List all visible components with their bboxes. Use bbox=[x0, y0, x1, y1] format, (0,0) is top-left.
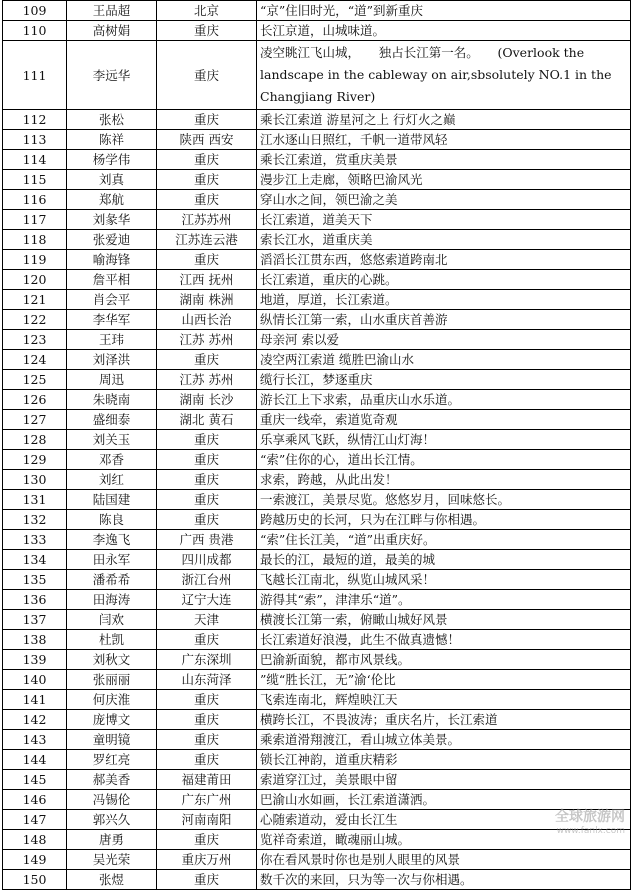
row-name: 喻海锋 bbox=[67, 250, 157, 270]
row-name: 詹平相 bbox=[67, 270, 157, 290]
row-slogan: 游得其“索”，津津乐“道”。 bbox=[257, 590, 631, 610]
row-slogan: “索”住长江美，“道”出重庆好。 bbox=[257, 530, 631, 550]
table-row bbox=[3, 41, 631, 110]
row-number: 121 bbox=[3, 290, 67, 310]
table-row bbox=[3, 270, 631, 290]
row-name: 唐勇 bbox=[67, 830, 157, 850]
row-name: 刘泽洪 bbox=[67, 350, 157, 370]
row-slogan: 漫步江上走廊，领略巴渝风光 bbox=[257, 170, 631, 190]
row-slogan: 心随索道动，爱由长江生 bbox=[257, 810, 631, 830]
table-row bbox=[3, 610, 631, 630]
table-row bbox=[3, 790, 631, 810]
row-place: 江苏 苏州 bbox=[157, 370, 257, 390]
row-place: 河南南阳 bbox=[157, 810, 257, 830]
row-number: 123 bbox=[3, 330, 67, 350]
row-place: 重庆 bbox=[157, 150, 257, 170]
row-place: 北京 bbox=[157, 1, 257, 21]
row-name: 冯锡伦 bbox=[67, 790, 157, 810]
row-place: 重庆 bbox=[157, 41, 257, 110]
row-name: 陆国建 bbox=[67, 490, 157, 510]
table-row bbox=[3, 510, 631, 530]
row-place: 陕西 西安 bbox=[157, 130, 257, 150]
row-number: 122 bbox=[3, 310, 67, 330]
table-row bbox=[3, 21, 631, 41]
row-number: 116 bbox=[3, 190, 67, 210]
row-name: 肖会平 bbox=[67, 290, 157, 310]
row-slogan: 乘长江索道 游星河之上 行灯火之巅 bbox=[257, 110, 631, 130]
table-row bbox=[3, 170, 631, 190]
row-number: 136 bbox=[3, 590, 67, 610]
row-place: 重庆 bbox=[157, 170, 257, 190]
row-number: 135 bbox=[3, 570, 67, 590]
row-number: 114 bbox=[3, 150, 67, 170]
row-name: 张松 bbox=[67, 110, 157, 130]
table-row bbox=[3, 770, 631, 790]
row-place: 山西长治 bbox=[157, 310, 257, 330]
row-number: 131 bbox=[3, 490, 67, 510]
row-place: 重庆 bbox=[157, 490, 257, 510]
row-place: 重庆 bbox=[157, 350, 257, 370]
row-slogan: 长江索道好浪漫，此生不做真遗憾！ bbox=[257, 630, 631, 650]
row-slogan: 穿山水之间，领巴渝之美 bbox=[257, 190, 631, 210]
row-number: 147 bbox=[3, 810, 67, 830]
table-row bbox=[3, 350, 631, 370]
entries-table bbox=[2, 0, 631, 890]
row-number: 148 bbox=[3, 830, 67, 850]
row-number: 132 bbox=[3, 510, 67, 530]
row-name: 陈祥 bbox=[67, 130, 157, 150]
row-place: 广东广州 bbox=[157, 790, 257, 810]
row-slogan: 游长江上下求索，品重庆山水乐道。 bbox=[257, 390, 631, 410]
row-place: 江西 抚州 bbox=[157, 270, 257, 290]
row-place: 广西 贵港 bbox=[157, 530, 257, 550]
row-name: 田永军 bbox=[67, 550, 157, 570]
row-place: 重庆 bbox=[157, 730, 257, 750]
table-row bbox=[3, 850, 631, 870]
row-place: 重庆 bbox=[157, 430, 257, 450]
table-row bbox=[3, 310, 631, 330]
row-place: 重庆 bbox=[157, 190, 257, 210]
row-number: 109 bbox=[3, 1, 67, 21]
row-place: 江苏苏州 bbox=[157, 210, 257, 230]
row-number: 124 bbox=[3, 350, 67, 370]
row-name: 周迅 bbox=[67, 370, 157, 390]
row-number: 140 bbox=[3, 670, 67, 690]
row-place: 重庆 bbox=[157, 470, 257, 490]
row-name: 李远华 bbox=[67, 41, 157, 110]
row-number: 134 bbox=[3, 550, 67, 570]
row-name: 李逸飞 bbox=[67, 530, 157, 550]
table-row bbox=[3, 630, 631, 650]
row-slogan: 跨越历史的长河，只为在江畔与你相遇。 bbox=[257, 510, 631, 530]
row-number: 113 bbox=[3, 130, 67, 150]
table-row bbox=[3, 730, 631, 750]
table-row bbox=[3, 230, 631, 250]
row-number: 119 bbox=[3, 250, 67, 270]
row-name: 王品超 bbox=[67, 1, 157, 21]
table-row bbox=[3, 550, 631, 570]
table-row bbox=[3, 670, 631, 690]
row-slogan: 索道穿江过，美景眼中留 bbox=[257, 770, 631, 790]
table-row bbox=[3, 490, 631, 510]
row-place: 重庆 bbox=[157, 450, 257, 470]
row-place: 江苏连云港 bbox=[157, 230, 257, 250]
table-row bbox=[3, 330, 631, 350]
row-place: 重庆 bbox=[157, 510, 257, 530]
table-row bbox=[3, 190, 631, 210]
row-slogan: 江水逐山日照红，千帆一道带风轻 bbox=[257, 130, 631, 150]
row-name: 童明镜 bbox=[67, 730, 157, 750]
row-place: 湖北 黄石 bbox=[157, 410, 257, 430]
row-name: 刘秋文 bbox=[67, 650, 157, 670]
row-number: 145 bbox=[3, 770, 67, 790]
row-name: 何庆淮 bbox=[67, 690, 157, 710]
row-slogan: “京”住旧时光，“道”到新重庆 bbox=[257, 1, 631, 21]
row-number: 143 bbox=[3, 730, 67, 750]
row-number: 111 bbox=[3, 41, 67, 110]
row-number: 133 bbox=[3, 530, 67, 550]
row-number: 137 bbox=[3, 610, 67, 630]
row-number: 118 bbox=[3, 230, 67, 250]
row-slogan: 乘索道滑翔渡江，看山城立体美景。 bbox=[257, 730, 631, 750]
row-slogan: 长江索道，重庆的心跳。 bbox=[257, 270, 631, 290]
row-place: 湖南 株洲 bbox=[157, 290, 257, 310]
row-place: 山东菏泽 bbox=[157, 670, 257, 690]
row-name: 闫欢 bbox=[67, 610, 157, 630]
row-slogan: 重庆一线牵，索道览奇观 bbox=[257, 410, 631, 430]
row-name: 吴光荣 bbox=[67, 850, 157, 870]
row-slogan: 横渡长江第一索，俯瞰山城好风景 bbox=[257, 610, 631, 630]
row-number: 125 bbox=[3, 370, 67, 390]
row-slogan: 锁长江神韵，道重庆精彩 bbox=[257, 750, 631, 770]
row-number: 120 bbox=[3, 270, 67, 290]
row-place: 四川成都 bbox=[157, 550, 257, 570]
row-slogan: 滔滔长江贯东西，悠悠索道跨南北 bbox=[257, 250, 631, 270]
row-place: 重庆 bbox=[157, 750, 257, 770]
row-slogan: 求索，跨越，从此出发！ bbox=[257, 470, 631, 490]
table-row bbox=[3, 110, 631, 130]
row-name: 杜凯 bbox=[67, 630, 157, 650]
row-slogan: 长江索道，道美天下 bbox=[257, 210, 631, 230]
entries-table-body bbox=[3, 1, 631, 890]
row-name: 杨学伟 bbox=[67, 150, 157, 170]
row-number: 144 bbox=[3, 750, 67, 770]
row-name: 郝美香 bbox=[67, 770, 157, 790]
row-name: 高树娟 bbox=[67, 21, 157, 41]
row-place: 浙江台州 bbox=[157, 570, 257, 590]
row-slogan: 凌空两江索道 缆胜巴渝山水 bbox=[257, 350, 631, 370]
row-place: 广东深圳 bbox=[157, 650, 257, 670]
row-place: 重庆 bbox=[157, 830, 257, 850]
row-slogan: 一索渡江，美景尽览。悠悠岁月，回味悠长。 bbox=[257, 490, 631, 510]
table-row bbox=[3, 570, 631, 590]
table-row bbox=[3, 650, 631, 670]
row-slogan: 你在看风景时你也是别人眼里的风景 bbox=[257, 850, 631, 870]
row-number: 126 bbox=[3, 390, 67, 410]
table-row bbox=[3, 1, 631, 21]
table-row bbox=[3, 530, 631, 550]
row-slogan: 乘长江索道，赏重庆美景 bbox=[257, 150, 631, 170]
table-row bbox=[3, 710, 631, 730]
row-number: 117 bbox=[3, 210, 67, 230]
row-place: 江苏 苏州 bbox=[157, 330, 257, 350]
row-number: 129 bbox=[3, 450, 67, 470]
row-number: 128 bbox=[3, 430, 67, 450]
table-row bbox=[3, 690, 631, 710]
table-row bbox=[3, 130, 631, 150]
row-place: 辽宁大连 bbox=[157, 590, 257, 610]
row-name: 陈良 bbox=[67, 510, 157, 530]
row-name: 张爱迪 bbox=[67, 230, 157, 250]
row-slogan: 飞索连南北，辉煌映江天 bbox=[257, 690, 631, 710]
table-row bbox=[3, 750, 631, 770]
row-place: 重庆 bbox=[157, 710, 257, 730]
row-slogan: “索”住你的心，道出长江情。 bbox=[257, 450, 631, 470]
table-row bbox=[3, 870, 631, 890]
row-name: 刘红 bbox=[67, 470, 157, 490]
table-row bbox=[3, 150, 631, 170]
row-number: 141 bbox=[3, 690, 67, 710]
row-slogan: 横跨长江，不畏波涛；重庆名片，长江索道 bbox=[257, 710, 631, 730]
row-place: 重庆 bbox=[157, 110, 257, 130]
table-row bbox=[3, 370, 631, 390]
row-name: 郑航 bbox=[67, 190, 157, 210]
row-place: 重庆 bbox=[157, 250, 257, 270]
row-name: 刘真 bbox=[67, 170, 157, 190]
table-row bbox=[3, 830, 631, 850]
row-name: 李华军 bbox=[67, 310, 157, 330]
row-name: 庞博文 bbox=[67, 710, 157, 730]
row-place: 福建莆田 bbox=[157, 770, 257, 790]
row-number: 149 bbox=[3, 850, 67, 870]
row-slogan: 乐享乘风飞跃，纵情江山灯海！ bbox=[257, 430, 631, 450]
row-number: 115 bbox=[3, 170, 67, 190]
row-slogan: 飞越长江南北，纵览山城风采！ bbox=[257, 570, 631, 590]
row-number: 138 bbox=[3, 630, 67, 650]
row-place: 天津 bbox=[157, 610, 257, 630]
row-number: 127 bbox=[3, 410, 67, 430]
row-name: 田海涛 bbox=[67, 590, 157, 610]
row-slogan: 凌空眺江飞山城， 独占长江第一名。 (Overlook the landscape in the cableway on air,sbsolutely NO.1 in the Changjiang River) bbox=[257, 41, 631, 110]
row-name: 罗红亮 bbox=[67, 750, 157, 770]
row-name: 张丽丽 bbox=[67, 670, 157, 690]
row-slogan: 巴渝新面貌，都市风景线。 bbox=[257, 650, 631, 670]
watermark bbox=[555, 806, 625, 836]
row-slogan: 数千次的来回，只为等一次与你相遇。 bbox=[257, 870, 631, 890]
table-row bbox=[3, 470, 631, 490]
row-place: 重庆 bbox=[157, 630, 257, 650]
table-row bbox=[3, 250, 631, 270]
row-number: 130 bbox=[3, 470, 67, 490]
row-name: 邓香 bbox=[67, 450, 157, 470]
watermark-main: 全球旅游网 bbox=[555, 809, 625, 825]
row-place: 重庆 bbox=[157, 870, 257, 890]
row-slogan: 纵情长江第一索，山水重庆首善游 bbox=[257, 310, 631, 330]
row-number: 139 bbox=[3, 650, 67, 670]
row-name: 刘关玉 bbox=[67, 430, 157, 450]
row-name: 盛细泰 bbox=[67, 410, 157, 430]
row-slogan: 母亲河 索以爱 bbox=[257, 330, 631, 350]
row-name: 王玮 bbox=[67, 330, 157, 350]
row-number: 142 bbox=[3, 710, 67, 730]
row-name: 刘彖华 bbox=[67, 210, 157, 230]
row-slogan: ”缆“胜长江，无”渝‘伦比 bbox=[257, 670, 631, 690]
table-row bbox=[3, 590, 631, 610]
row-number: 112 bbox=[3, 110, 67, 130]
row-name: 郭兴久 bbox=[67, 810, 157, 830]
table-row bbox=[3, 390, 631, 410]
row-name: 张煜 bbox=[67, 870, 157, 890]
watermark-sub: www.fanlx.com bbox=[556, 826, 625, 836]
table-row bbox=[3, 810, 631, 830]
table-row bbox=[3, 410, 631, 430]
table-row bbox=[3, 450, 631, 470]
table-row bbox=[3, 290, 631, 310]
row-slogan: 览祥奇索道，瞰魂丽山城。 bbox=[257, 830, 631, 850]
row-name: 朱晓南 bbox=[67, 390, 157, 410]
row-place: 重庆万州 bbox=[157, 850, 257, 870]
row-number: 110 bbox=[3, 21, 67, 41]
row-number: 150 bbox=[3, 870, 67, 890]
row-place: 重庆 bbox=[157, 690, 257, 710]
row-slogan: 索长江水，道重庆美 bbox=[257, 230, 631, 250]
row-slogan: 地道，厚道，长江索道。 bbox=[257, 290, 631, 310]
row-number: 146 bbox=[3, 790, 67, 810]
row-slogan: 最长的江，最短的道，最美的城 bbox=[257, 550, 631, 570]
row-place: 湖南 长沙 bbox=[157, 390, 257, 410]
row-slogan: 巴渝山水如画，长江索道潇洒。 bbox=[257, 790, 631, 810]
row-name: 潘希希 bbox=[67, 570, 157, 590]
row-slogan: 长江京道，山城味道。 bbox=[257, 21, 631, 41]
table-row bbox=[3, 430, 631, 450]
row-place: 重庆 bbox=[157, 21, 257, 41]
table-row bbox=[3, 210, 631, 230]
row-slogan: 缆行长江，梦逐重庆 bbox=[257, 370, 631, 390]
